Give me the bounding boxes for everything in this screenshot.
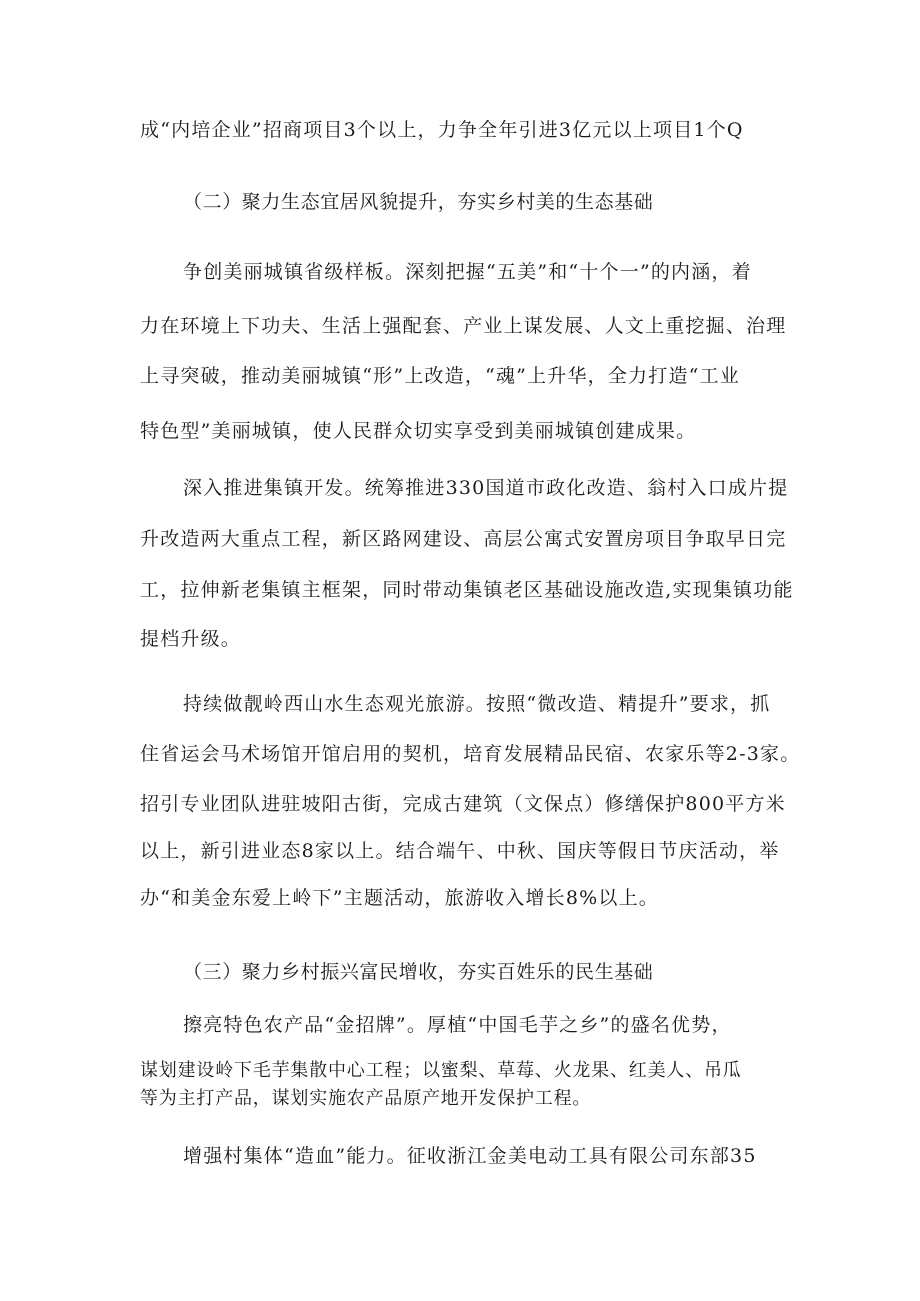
paragraph-line: 成“内培企业”招商项目3个以上，力争全年引进3亿元以上项目1个Q [140,119,744,141]
paragraph-line: 力在环境上下功夫、生活上强配套、产业上谋发展、人文上重挖掘、治理 [140,315,787,337]
paragraph-line: 持续做靓岭西山水生态观光旅游。按照“微改造、精提升”要求，抓 [183,693,771,715]
paragraph-line: 提档升级。 [140,628,242,650]
paragraph-line: 深入推进集镇开发。统筹推进330国道市政化改造、翁村入口成片提 [183,477,789,499]
paragraph-line: 上寻突破，推动美丽城镇“形”上改造，“魂”上升华，全力打造“工业 [140,365,740,387]
paragraph-line: 工，拉伸新老集镇主框架，同时带动集镇老区基础设施改造,实现集镇功能 [140,579,794,601]
section-heading: （二）聚力生态宜居风貌提升，夯实乡村美的生态基础 [183,191,654,213]
paragraph-line: 住省运会马术场馆开馆启用的契机，培育发展精品民宿、农家乐等2-3家。 [140,743,801,765]
paragraph-line: 办“和美金东爱上岭下”主题活动，旅游收入增长8%以上。 [140,887,659,909]
paragraph-line: 擦亮特色农产品“金招牌”。厚植“中国毛芋之乡”的盛名优势， [183,1014,732,1036]
paragraph-line: 特色型”美丽城镇，使人民群众切实享受到美丽城镇创建成果。 [140,420,697,442]
paragraph-line: 以上，新引进业态8家以上。结合端午、中秋、国庆等假日节庆活动，举 [140,840,780,862]
paragraph-line: 争创美丽城镇省级样板。深刻把握“五美”和“十个一”的内涵，着 [183,261,752,283]
paragraph-line: 谋划建设岭下毛芋集散中心工程；以蜜梨、草莓、火龙果、红美人、吊瓜 [140,1060,742,1081]
paragraph-line: 等为主打产品，谋划实施农产品原产地开发保护工程。 [140,1088,592,1109]
paragraph-line: 升改造两大重点工程，新区路网建设、高层公寓式安置房项目争取早日完 [140,528,787,550]
paragraph-line: 增强村集体“造血”能力。征收浙江金美电动工具有限公司东部35 [183,1145,757,1167]
paragraph-line: 招引专业团队进驻坡阳古街，完成古建筑（文保点）修缮保护800平方米 [140,793,786,815]
section-heading: （三）聚力乡村振兴富民增收，夯实百姓乐的民生基础 [183,961,654,983]
